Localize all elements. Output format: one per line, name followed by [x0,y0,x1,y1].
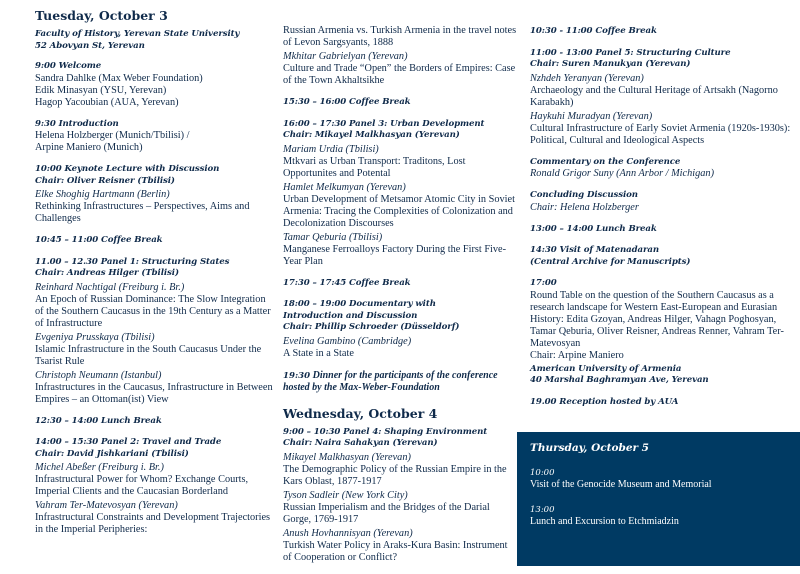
session-chair: Chair: Naira Sahakyan (Yerevan) [283,438,438,448]
venue-address: 40 Marshal Baghramyan Ave, Yerevan [530,375,709,385]
day-heading-wednesday: Wednesday, October 4 [283,405,438,421]
speaker-name: Mikayel Malkhasyan (Yerevan) [283,451,411,463]
coffee-break [283,97,518,109]
session-heading: (Central Archive for Manuscripts) [530,256,691,267]
break-heading: 12:30 – 14:00 Lunch Break [35,415,162,426]
session-heading: 9:00 – 10:30 Panel 4: Shaping Environment [283,426,488,437]
speaker-name: Michel Abeßer (Freiburg i. Br.) [35,462,164,473]
talk-title: Rethinking Infrastructures – Perspectives, Aims and Challenges [35,201,250,224]
break-heading: 10:30 - 11:00 Coffee Break [530,26,657,36]
session-chair: Chair: Phillip Schroeder (Düsseldorf) [283,322,460,332]
venue: American University of Armenia [530,363,682,374]
session-heading: 16:00 – 17:30 Panel 3: Urban Development [283,118,485,129]
break-heading: 17:30 – 17:45 Coffee Break [283,277,411,288]
session-heading: Commentary on the Conference [530,156,681,167]
talk-title: A State in a State [283,347,354,359]
speaker-name: Vahram Ter-Matevosyan (Yerevan) [35,500,178,511]
talk-title: Archaeology and the Cultural Heritage of Artsakh (Nagorno Karabakh) [530,84,778,108]
talk-title: Manganese Ferroalloys Factory During the First Five-Year Plan [283,243,507,267]
participant: Helena Holzberger (Munich/Tbilisi) / [35,130,190,141]
session-panel-3 [283,119,518,268]
speaker-name: Evgeniya Prusskaya (Tbilisi) [35,331,155,343]
session-heading: 9:30 Introduction [35,118,119,129]
session-time: 10:00 [530,468,555,478]
session-panel-2-continued [283,25,518,87]
session-chair: Chair: David Jishkariani (Tbilisi) [35,448,189,459]
session-panel-1 [35,257,275,406]
venue [35,29,275,52]
session-panel-5 [530,48,792,147]
participant: Sandra Dahlke (Max Weber Foundation) [35,72,203,84]
session-description: Lunch and Excursion to Etchmiadzin [530,516,679,527]
session-chair: Chair: Andreas Hilger (Tbilisi) [35,268,179,278]
speaker-name: Tyson Sadleir (New York City) [283,489,408,501]
talk-title: Cultural Infrastructure of Early Soviet Armenia (1920s-1930s): Political, Cultural and Ideological Aspects [530,122,791,146]
speaker-name: Tamar Qeburia (Tbilisi) [283,231,383,243]
talk-title: Infrastructures in the Caucasus, Infrastructure in Between Empires – an Ottoman(ist) View [35,381,273,405]
lunch-break [530,224,792,236]
session-panel-4 [283,427,518,564]
session-chair: Chair: Oliver Reisner (Tbilisi) [35,175,175,186]
coffee-break [530,26,792,38]
coffee-break [283,278,518,290]
session-documentary [283,299,518,360]
session-heading: 11:00 - 13:00 Panel 5: Structuring Culture [530,47,731,58]
participant: Hagop Yacoubian (AUA, Yerevan) [35,96,179,108]
talk-title: Infrastructural Constraints and Development Trajectories in the Imperial Peripheries: [35,512,271,535]
speaker-name: Nzhdeh Yeranyan (Yerevan) [530,72,644,84]
session-time: 13:00 [530,505,555,515]
session-matenadaran [530,245,792,268]
dinner-description: Dinner for the participants of the conference hosted by the Max-Weber-Foundation [283,369,498,393]
day-heading-thursday: Thursday, October 5 [530,442,649,454]
session-heading: 19.00 Reception hosted by AUA [530,396,679,407]
roundtable-description: Round Table on the question of the Southern Caucasus as a research landscape for Western East-European and Eurasian History: Edita Gzoyan, Andreas Hilger, Vahagn Poghosyan, Tamar Qeburia, Oliver Reisner, Andreas Renner, Vahram Ter-Matevosyan [530,289,784,349]
talk-title: Urban Development of Metsamor Atomic City in Soviet Armenia: Tracing the Complexities of Colonization and Decolonization Discourses [283,193,515,229]
talk-title: Islamic Infrastructure in the South Caucasus Under the Tsarist Rule [35,343,262,367]
talk-title: The Demographic Policy of the Russian Empire in the Kars Oblast, 1877-1917 [283,463,507,487]
session-description: Visit of the Genocide Museum and Memorial [530,479,712,490]
session-keynote [35,164,275,225]
session-heading: 10:00 Keynote Lecture with Discussion [35,164,220,174]
thursday-panel [517,432,800,566]
talk-title: Turkish Water Policy in Araks-Kura Basin: Instrument of Cooperation or Conflict? [283,539,508,563]
dinner-text [283,370,518,394]
session-chair: Chair: Suren Manukyan (Yerevan) [530,59,691,69]
column-2 [283,25,518,574]
session-heading: 11.00 – 12.30 Panel 1: Structuring States [35,256,230,267]
session-chair: Chair: Helena Holzberger [530,201,639,213]
lunch-break [35,416,275,428]
session-concluding [530,190,792,214]
speaker-name: Mkhitar Gabrielyan (Yerevan) [283,51,408,62]
speaker-name: Christoph Neumann (Istanbul) [35,369,162,381]
dinner [283,370,518,394]
talk-title: Russian Armenia vs. Turkish Armenia in the travel notes of Levon Sargsyants, 1888 [283,25,517,48]
coffee-break [35,235,275,247]
session-heading: 14:00 – 15:30 Panel 2: Travel and Trade [35,437,222,447]
column-3 [530,26,792,418]
session-heading: Concluding Discussion [530,190,638,200]
talk-title: An Epoch of Russian Dominance: The Slow Integration of the Southern Caucasus in the 19th Century as a Matter of Infrastructure [35,293,271,329]
session-heading: 18:00 – 19:00 Documentary with [283,299,436,309]
speaker-name: Elke Shoghig Hartmann (Berlin) [35,189,170,200]
talk-title: Culture and Trade “Open” the Borders of Empires: Case of the Town Akhaltsikhe [283,63,516,86]
session-time: 17:00 [530,278,557,288]
speaker-name: Mariam Urdia (Tbilisi) [283,143,379,155]
talk-title: Infrastructural Power for Whom? Exchange Courts, Imperial Clients and the Caucasian Borderland [35,474,249,497]
speaker-name: Haykuhi Muradyan (Yerevan) [530,110,653,122]
speaker-name: Anush Hovhannisyan (Yerevan) [283,527,413,539]
break-heading: 15:30 – 16:00 Coffee Break [283,97,411,107]
session-welcome [35,61,275,109]
venue-address: 52 Abovyan St, Yerevan [35,40,145,51]
speaker-name: Hamlet Melkumyan (Yerevan) [283,181,406,193]
session-chair: Chair: Arpine Maniero [530,349,624,361]
day-heading-tuesday: Tuesday, October 3 [35,8,168,23]
speaker-name: Reinhard Nachtigal (Freiburg i. Br.) [35,281,185,293]
session-panel-2 [35,437,275,536]
reception [530,397,792,409]
venue-line: Faculty of History, Yerevan State University [35,29,240,39]
break-heading: 13:00 – 14:00 Lunch Break [530,223,657,234]
session-introduction [35,119,275,155]
break-heading: 10:45 – 11:00 Coffee Break [35,235,163,245]
session-commentary [530,157,792,181]
session-heading: Introduction and Discussion [283,310,418,321]
participant: Arpine Maniero (Munich) [35,142,143,153]
dinner-time: 19:30 [283,370,311,381]
session-chair: Chair: Mikayel Malkhasyan (Yerevan) [283,130,460,140]
talk-title: Mtkvari as Urban Transport: Traditons, Lost Opportunites and Potental [283,155,466,179]
column-1 [35,8,275,546]
session-heading: 14:30 Visit of Matenadaran [530,245,660,255]
talk-title: Russian Imperialism and the Bridges of the Darial Gorge, 1769-1917 [283,501,490,525]
session-roundtable [530,278,792,387]
speaker-name: Ronald Grigor Suny (Ann Arbor / Michigan) [530,168,714,179]
speaker-name: Evelina Gambino (Cambridge) [283,335,412,347]
session-heading: 9:00 Welcome [35,61,102,71]
participant: Edik Minasyan (YSU, Yerevan) [35,84,167,96]
